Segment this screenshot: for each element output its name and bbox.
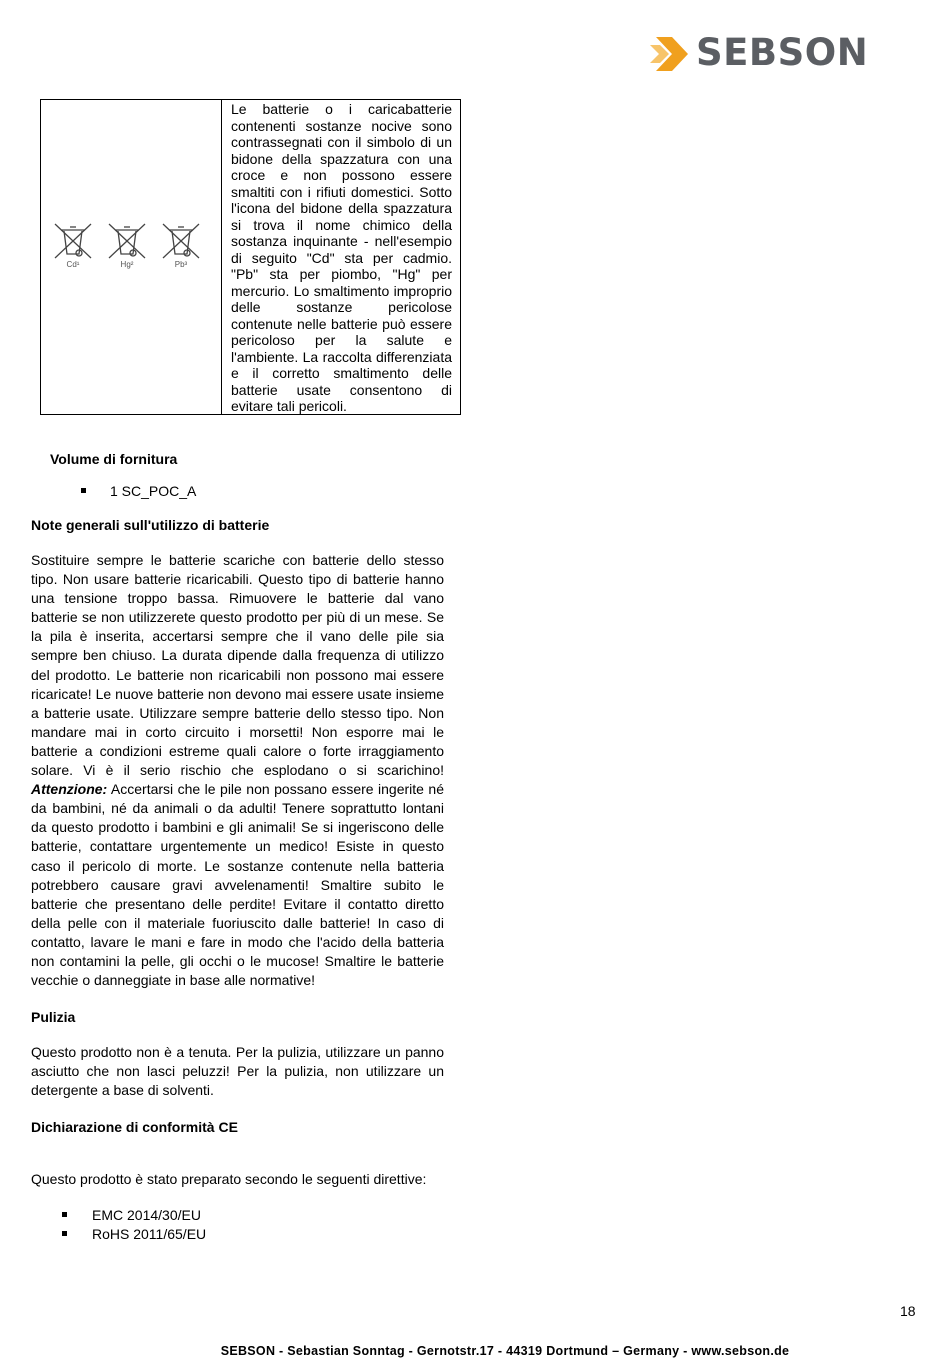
conformity-heading: Dichiarazione di conformità CE bbox=[31, 1119, 238, 1135]
bullet-icon bbox=[81, 488, 86, 493]
bullet-icon bbox=[62, 1231, 67, 1236]
sebson-logo bbox=[650, 31, 869, 74]
disposal-symbol-table bbox=[40, 99, 461, 415]
crossed-bin-icon bbox=[51, 222, 95, 272]
battery-notes-text-before: Sostituire sempre le batterie scariche con batterie dello stesso tipo. Non usare batterie ricaricabili. Questo tipo di batterie hanno una tensione troppo bassa. Rimuovere le batterie dal vano batterie se non utilizzerete questo prodotto per più di un mese. Se la pila è inserita, accertarsi sempre che il vano delle pile sia sempre ben chiuso. La durata dipende dalla frequenza di utilizzo del prodotto. Le batterie non ricaricabili non possono mai essere ricaricate! Le nuove batterie non devono mai essere usate insieme a batterie usate. Utilizzare sempre batterie dello stesso tipo. Non mandare mai in corto circuito i morsetti! Non esporre mai le batterie a condizioni estreme quali calore o forte irraggiamento solare. Vi è il serio rischio che esplodano o si scarichino! bbox=[31, 552, 444, 779]
logo-wordmark: SEBSON bbox=[696, 31, 869, 74]
chevron-arrow-icon bbox=[650, 37, 690, 71]
directive-item: RoHS 2011/65/EU bbox=[92, 1226, 207, 1242]
directive-item: EMC 2014/30/EU bbox=[92, 1207, 201, 1223]
battery-notes-text bbox=[31, 551, 444, 990]
bin-label: Hg² bbox=[120, 260, 134, 269]
bin-label: Pb³ bbox=[174, 260, 188, 269]
table-divider bbox=[221, 100, 222, 414]
page-footer: SEBSON - Sebastian Sonntag - Gernotstr.17 - 44319 Dortmund – Germany - www.sebson.de bbox=[220, 1344, 790, 1358]
supply-heading: Volume di fornitura bbox=[50, 451, 178, 467]
bullet-icon bbox=[62, 1212, 67, 1217]
page-number: 18 bbox=[900, 1303, 916, 1319]
bin-label: Cd¹ bbox=[66, 260, 80, 269]
battery-notes-heading: Note generali sull'utilizzo di batterie bbox=[31, 517, 270, 533]
disposal-description: Le batterie o i caricabatterie contenenti sostanze nocive sono contrassegnati con il simbolo di un bidone della spazzatura con una croce e non possono essere smaltiti con i rifiuti domestici. Sotto l'icona del bidone della spazzatura si trova il nome chimico della sostanza inquinante - nell'esempio di seguito "Cd" sta per cadmio. "Pb" sta per piombo, "Hg" per mercurio. Lo smaltimento improprio delle sostanze pericolose contenute nelle batterie può essere pericoloso per la salute e l'ambiente. La raccolta differenziata e il corretto smaltimento delle batterie usate consentono di evitare tali pericoli. bbox=[231, 101, 452, 414]
cleaning-heading: Pulizia bbox=[31, 1009, 76, 1025]
supply-item: 1 SC_POC_A bbox=[110, 483, 197, 499]
warning-label: Attenzione: bbox=[31, 781, 108, 798]
bin-icons-group bbox=[51, 222, 211, 272]
conformity-intro: Questo prodotto è stato preparato secondo le seguenti direttive: bbox=[31, 1171, 427, 1187]
battery-notes-text-after: Accertarsi che le pile non possano essere ingerite né da bambini, né da animali o da adulti! Tenere soprattutto lontani da questo prodotto i bambini e gli animali! Se si ingeriscono delle batterie, contattare urgentemente un medico! Esiste in questo caso il pericolo di morte. Le sostanze contenute nella batteria potrebbero causare gravi avvelenamenti! Smaltire subito le batterie che presentano delle perdite! Evitare il contatto diretto della pelle con il materiale fuoriuscito dalle batterie! In caso di contatto, lavare le mani e fare in modo che l'acido della batteria non contamini la pelle, gli occhi o le mucose! Smaltire le batterie vecchie o danneggiate in base alle normative! bbox=[31, 781, 444, 989]
crossed-bin-icon bbox=[105, 222, 149, 272]
crossed-bin-icon bbox=[159, 222, 203, 272]
cleaning-text: Questo prodotto non è a tenuta. Per la pulizia, utilizzare un panno asciutto che non lasci peluzzi! Per la pulizia, non utilizzare un detergente a base di solventi. bbox=[31, 1044, 444, 1099]
